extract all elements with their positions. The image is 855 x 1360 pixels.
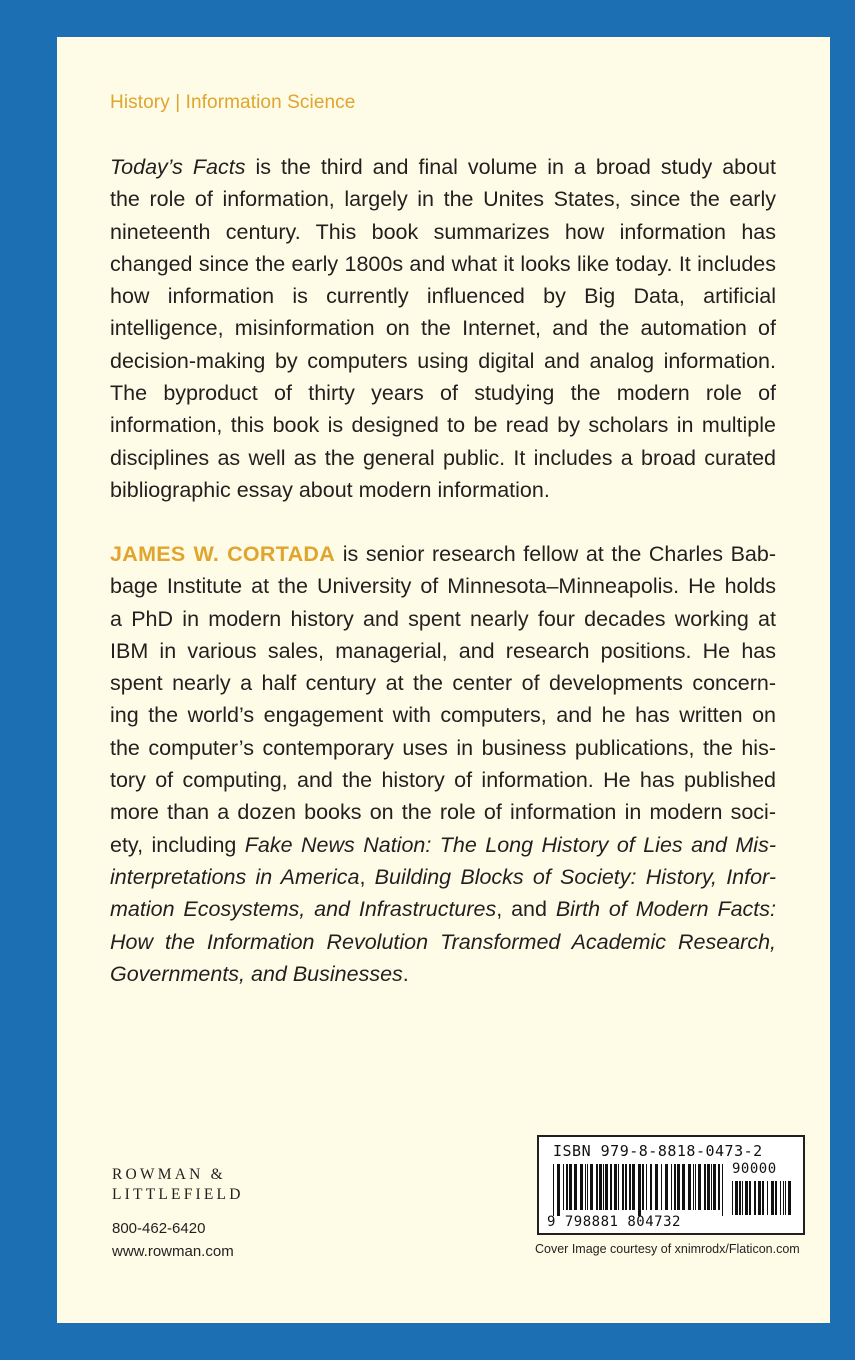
description-line: intelligence, misinformation on the Internet, and the automation of <box>110 316 776 341</box>
barcode-bar <box>754 1181 756 1215</box>
bio-line: mation Ecosystems, and Infrastructures, and Birth of Modern Facts: <box>110 897 777 922</box>
barcode-bar <box>622 1164 624 1210</box>
barcode-bar <box>745 1181 748 1215</box>
bio-line: interpretations in America, Building Blocks of Society: History, Infor- <box>110 864 776 889</box>
cover-image-credit: Cover Image courtesy of xnimrodx/Flaticon.com <box>535 1242 800 1256</box>
barcode-addon-bars <box>732 1181 792 1215</box>
barcode-bar <box>614 1164 617 1210</box>
barcode-digits: 9 798881 804732 <box>547 1214 681 1230</box>
barcode-bar <box>625 1164 627 1210</box>
bio-line: Governments, and Businesses. <box>110 961 409 986</box>
barcode-bar <box>590 1164 593 1210</box>
barcode-bar <box>557 1164 560 1216</box>
book-title-italic: Governments, and Businesses <box>110 961 403 986</box>
bio-line: ety, including Fake News Nation: The Long History of Lies and Mis- <box>110 832 776 857</box>
bio-line: JAMES W. CORTADA is senior research fellow at the Charles Bab- <box>110 542 776 566</box>
description-line: information, this book is designed to be read by scholars in multiple <box>110 413 776 438</box>
publisher-logo <box>112 1165 244 1205</box>
barcode-bar <box>693 1164 694 1210</box>
barcode-bar <box>698 1164 701 1210</box>
author-name: JAMES W. CORTADA <box>110 542 336 566</box>
publisher-name-line-1: ROWMAN & <box>112 1166 226 1183</box>
barcode-bar <box>671 1164 672 1210</box>
bio-line: tory of computing, and the history of information. He has published <box>110 768 776 793</box>
barcode-bar <box>704 1164 706 1210</box>
barcode-bar <box>585 1164 586 1210</box>
barcode-bar <box>563 1164 564 1210</box>
barcode-bar <box>661 1164 662 1210</box>
book-title-italic: Birth of Modern Facts: <box>555 897 777 922</box>
barcode-bar <box>566 1164 568 1210</box>
bio-line: ing the world’s engagement with computers, and he has written on <box>110 703 776 728</box>
bio-line: a PhD in modern history and spent nearly four decades working at <box>110 606 776 631</box>
barcode-bar <box>713 1164 716 1210</box>
description-line: bibliographic essay about modern information. <box>110 477 550 502</box>
description-line: decision-making by computers using digital and analog information. <box>110 348 776 373</box>
description-line: The byproduct of thirty years of studying the modern role of <box>110 381 776 406</box>
book-title-italic: mation Ecosystems, and Infrastructures <box>110 897 497 922</box>
barcode-bar <box>596 1164 598 1210</box>
barcode-bar <box>638 1164 641 1216</box>
publisher-name-line-2: LITTLEFIELD <box>112 1186 244 1203</box>
barcode-bar <box>695 1164 696 1210</box>
book-title-italic: Building Blocks of Society: History, Infor- <box>374 864 776 889</box>
book-title-italic: How the Information Revolution Transformed Academic Research, <box>110 929 776 954</box>
barcode-bar <box>655 1164 658 1210</box>
description-line: how information is currently influenced by Big Data, artificial <box>110 284 776 309</box>
barcode-bar <box>749 1181 751 1215</box>
barcode-bar <box>642 1164 644 1210</box>
barcode-bar <box>580 1164 583 1210</box>
description-line: Today’s Facts is the third and final volume in a broad study about <box>110 155 776 179</box>
barcode-bar <box>707 1164 710 1210</box>
category-label: History | Information Science <box>110 92 356 113</box>
book-title-italic: Fake News Nation: The Long History of Lies and Mis- <box>244 832 776 857</box>
isbn-barcode <box>537 1135 805 1235</box>
barcode-bar <box>605 1164 608 1210</box>
barcode-bar <box>780 1181 781 1215</box>
bio-line: spent nearly a half century at the center of developments concern- <box>110 671 776 696</box>
barcode-bar <box>553 1164 554 1216</box>
barcode-bar <box>587 1164 588 1210</box>
bio-line: IBM in various sales, managerial, and research positions. He has <box>110 638 776 663</box>
book-description <box>110 151 776 506</box>
author-bio <box>110 538 776 990</box>
barcode-bar <box>665 1164 668 1210</box>
description-line: changed since the early 1800s and what it looks like today. It includes <box>110 251 776 276</box>
book-title-italic: interpretations in America <box>110 864 360 889</box>
barcode-bar <box>646 1164 647 1210</box>
barcode-bar <box>650 1164 652 1210</box>
barcode-bar <box>758 1181 761 1215</box>
barcode-bar <box>618 1164 619 1210</box>
barcode-bar <box>732 1181 733 1215</box>
description-line: disciplines as well as the general public. It includes a broad curated <box>110 445 776 470</box>
barcode-bar <box>629 1164 631 1210</box>
barcode-bar <box>742 1181 743 1215</box>
barcode-bar <box>775 1181 777 1215</box>
barcode-bar <box>711 1164 712 1210</box>
barcode-bar <box>718 1164 720 1210</box>
barcode-bar <box>569 1164 572 1210</box>
barcode-bar <box>767 1181 768 1215</box>
barcode-bar <box>785 1181 786 1215</box>
barcode-bar <box>677 1164 680 1210</box>
bio-line: bage Institute at the University of Minnesota–Minneapolis. He holds <box>110 574 776 599</box>
bio-line <box>110 926 776 958</box>
barcode-bar <box>722 1164 723 1216</box>
book-title-italic: Today’s Facts <box>110 155 246 179</box>
barcode-bar <box>610 1164 612 1210</box>
barcode-bar <box>762 1181 764 1215</box>
barcode-bar <box>771 1181 774 1215</box>
description-line: nineteenth century. This book summarizes how information has <box>110 219 776 244</box>
publisher-phone: 800-462-6420 <box>112 1220 206 1237</box>
barcode-bar <box>674 1164 676 1210</box>
description-line: the role of information, largely in the Unites States, since the early <box>110 187 776 212</box>
publisher-website: www.rowman.com <box>112 1243 234 1260</box>
barcode-bar <box>739 1181 741 1215</box>
barcode-bar <box>682 1164 685 1210</box>
isbn-label: ISBN 979-8-8818-0473-2 <box>553 1142 763 1160</box>
barcode-bar <box>783 1181 784 1215</box>
barcode-bar <box>599 1164 602 1210</box>
barcode-bar <box>788 1181 791 1215</box>
barcode-bar <box>688 1164 691 1210</box>
barcode-bar <box>603 1164 604 1210</box>
barcode-bar <box>632 1164 635 1210</box>
bio-line: the computer’s contemporary uses in business publications, the his- <box>110 735 776 760</box>
price-code: 90000 <box>732 1161 777 1177</box>
back-cover <box>57 37 830 1323</box>
bio-line: more than a dozen books on the role of information in modern soci- <box>110 800 776 825</box>
barcode-bar <box>735 1181 738 1215</box>
barcode-bar <box>574 1164 577 1210</box>
barcode-bars <box>553 1164 723 1216</box>
